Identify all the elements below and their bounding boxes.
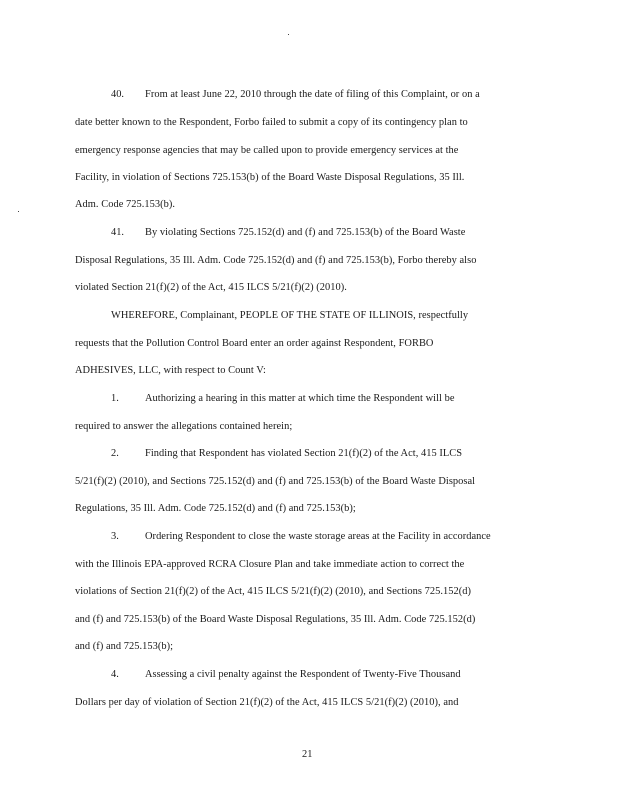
paragraph-line: violated Section 21(f)(2) of the Act, 415 ILCS 5/21(f)(2) (2010). [75, 282, 347, 293]
paragraph-line: violations of Section 21(f)(2) of the Act, 415 ILCS 5/21(f)(2) (2010), and Sections 725.152(d) [75, 586, 472, 597]
paragraph-line: Disposal Regulations, 35 Ill. Adm. Code 725.152(d) and (f) and 725.153(b), Forbo thereby also [75, 255, 477, 266]
paragraph-number: 40. [111, 89, 124, 100]
paragraph-number: 41. [111, 227, 124, 238]
paragraph-line: and (f) and 725.153(b) of the Board Waste Disposal Regulations, 35 Ill. Adm. Code 725.152(d) [75, 614, 476, 625]
paragraph-line: and (f) and 725.153(b); [75, 641, 174, 652]
paragraph-line: date better known to the Respondent, Forbo failed to submit a copy of its contingency plan to [75, 117, 468, 128]
paragraph-line: By violating Sections 725.152(d) and (f) and 725.153(b) of the Board Waste [145, 227, 466, 238]
paragraph-line: Facility, in violation of Sections 725.153(b) of the Board Waste Disposal Regulations, 35 Ill. [75, 172, 465, 183]
paragraph-line: with the Illinois EPA-approved RCRA Closure Plan and take immediate action to correct the [75, 559, 465, 570]
paragraph-line: 5/21(f)(2) (2010), and Sections 725.152(d) and (f) and 725.153(b) of the Board Waste Disposal [75, 476, 476, 487]
paragraph-line: Adm. Code 725.153(b). [75, 199, 176, 210]
scan-speck [288, 34, 289, 35]
paragraph-number: 2. [111, 448, 119, 459]
paragraph-line: Regulations, 35 Ill. Adm. Code 725.152(d) and (f) and 725.153(b); [75, 503, 356, 514]
paragraph-line: WHEREFORE, Complainant, PEOPLE OF THE STATE OF ILLINOIS, respectfully [111, 310, 469, 321]
paragraph-number: 1. [111, 393, 119, 404]
paragraph-line: Ordering Respondent to close the waste storage areas at the Facility in accordance [145, 531, 491, 542]
paragraph-line: Authorizing a hearing in this matter at which time the Respondent will be [145, 393, 455, 404]
page-number: 21 [302, 749, 313, 760]
paragraph-line: required to answer the allegations contained herein; [75, 421, 293, 432]
paragraph-line: Finding that Respondent has violated Section 21(f)(2) of the Act, 415 ILCS [145, 448, 463, 459]
scan-speck [18, 211, 19, 212]
paragraph-number: 4. [111, 669, 119, 680]
paragraph-line: Dollars per day of violation of Section 21(f)(2) of the Act, 415 ILCS 5/21(f)(2) (2010), and [75, 697, 459, 708]
paragraph-line: requests that the Pollution Control Board enter an order against Respondent, FORBO [75, 338, 434, 349]
paragraph-line: From at least June 22, 2010 through the date of filing of this Complaint, or on a [145, 89, 480, 100]
paragraph-line: emergency response agencies that may be called upon to provide emergency services at the [75, 145, 459, 156]
paragraph-number: 3. [111, 531, 119, 542]
paragraph-line: ADHESIVES, LLC, with respect to Count V: [75, 365, 266, 376]
paragraph-line: Assessing a civil penalty against the Respondent of Twenty-Five Thousand [145, 669, 461, 680]
